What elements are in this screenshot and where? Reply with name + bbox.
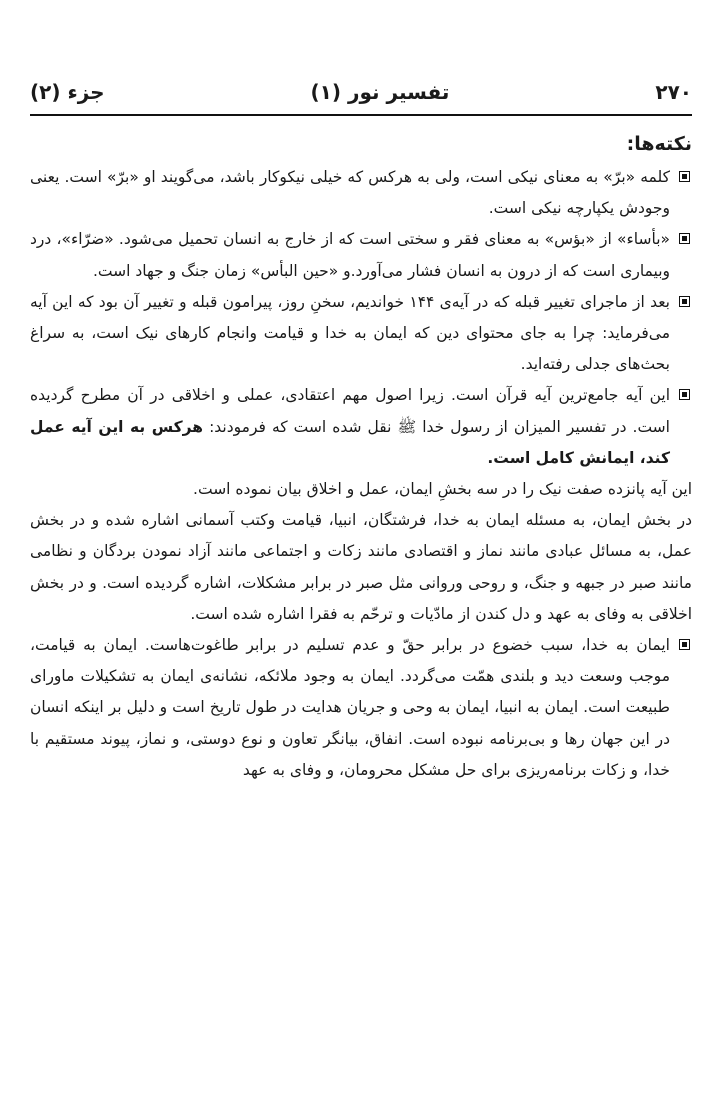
note-text: «بأساء» از «بؤس» به معنای فقر و سختی است که از خارج به انسان تحمیل می‌شود. «ضرّاء»، درد وبیماری است که از درون به انسان فشار می‌آورد.و «حین البأس» زمان جنگ و جهاد است. xyxy=(30,230,670,280)
page-number: ۲۷۰ xyxy=(655,80,692,104)
body-paragraph: این آیه پانزده صفت نیک را در سه بخشِ ایمان، عمل و اخلاق بیان نموده است. xyxy=(193,480,692,499)
section-title: نکته‌ها: xyxy=(626,133,692,155)
note-item xyxy=(30,380,692,474)
note-item xyxy=(30,630,692,786)
note-quote: هرکس به این آیه عمل کند، ایمانش کامل است. xyxy=(30,417,670,467)
note-item xyxy=(30,224,692,286)
page-body xyxy=(30,128,692,786)
volume-label: جزء (۲) xyxy=(30,80,105,104)
book-page xyxy=(30,70,692,1080)
bullet-square-icon xyxy=(679,233,690,244)
note-text: کلمه «برّ» به معنای نیکی است، ولی به هرکس که خیلی نیکوکار باشد، می‌گویند او «برّ» است. یعنی وجودش یکپارچه نیکی است. xyxy=(30,168,670,218)
bullet-square-icon xyxy=(679,389,690,400)
header-divider xyxy=(30,114,692,116)
note-item xyxy=(30,287,692,381)
bullet-square-icon xyxy=(679,639,690,650)
note-text: این آیه جامع‌ترین آیه قرآن است. زیرا اصول مهم اعتقادی، عملی و اخلاقی در آن مطرح گردیده است. در تفسیر المیزان از رسول خدا ﷺ نقل شده است که فرمودند: xyxy=(30,386,670,436)
page-header xyxy=(30,70,692,114)
body-paragraph: در بخش ایمان، به مسئله ایمان به خدا، فرشتگان، انبیا، قیامت وکتب آسمانی اشاره شده و در بخش عمل، به مسائل عبادی مانند نماز و اقتصادی مانند زکات و اجتماعی مانند آزاد نمودن بردگان و نظامی مانند صبر در جبهه و جنگ، و روحی وروانی مثل صبر در برابر مشکلات، اشاره گردیده است. و در بخش اخلاقی به وفای به عهد و دل کندن از مادّیات و ترحّم به فقرا اشاره شده است. xyxy=(30,511,692,623)
book-title: تفسیر نور (۱) xyxy=(310,80,450,104)
note-text: ایمان به خدا، سبب خضوع در برابر حقّ و عدم تسلیم در برابر طاغوت‌هاست. ایمان به قیامت، موجب وسعت دید و بلندی همّت می‌گردد. ایمان به وجود ملائکه، نشانه‌ی ایمان به تشکیلات ماورای طبیعت است. ایمان به انبیا، ایمان به وحی و جریان هدایت در طول تاریخ است و دلیل بر اینکه انسان در این جهان رها و بی‌برنامه نبوده است. انفاق، بیانگر تعاون و نوع دوستی، و نماز، پیوند مستقیم با خدا، و زکات برنامه‌ریزی برای حل مشکل محرومان، و وفای به عهد xyxy=(30,636,670,779)
bullet-square-icon xyxy=(679,171,690,182)
note-item xyxy=(30,162,692,224)
bullet-square-icon xyxy=(679,296,690,307)
note-text: بعد از ماجرای تغییر قبله که در آیه‌ی ۱۴۴ خواندیم، سخنِ روز، پیرامون قبله و تغییر آن بود که این آیه می‌فرماید: چرا به جای محتوای دین که ایمان به خدا و قیامت وانجام کارهای نیک است، به سراغ بحث‌های جدلی رفته‌اید. xyxy=(30,292,670,374)
